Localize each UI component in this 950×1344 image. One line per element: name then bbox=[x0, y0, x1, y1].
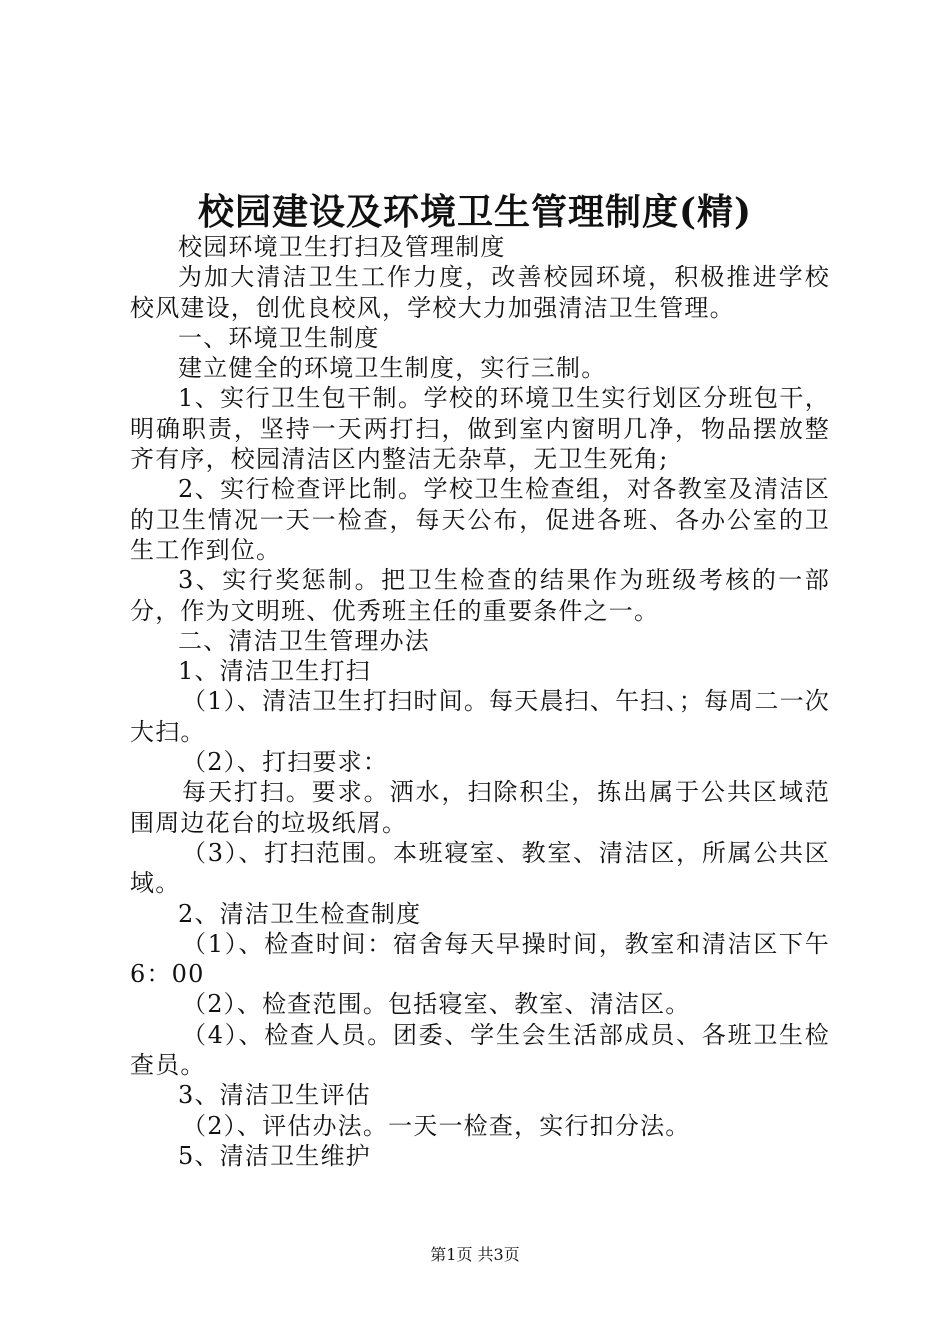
section-heading: 一、环境卫生制度 bbox=[178, 323, 380, 352]
paragraph: （2）、检查范围。包括寝室、教室、清洁区。 bbox=[182, 990, 691, 1019]
paragraph: （2）、评估办法。一天一检查，实行扣分法。 bbox=[182, 1111, 691, 1140]
paragraph: （4）、检查人员。团委、学生会生活部成员、各班卫生检查员。 bbox=[130, 1020, 830, 1080]
paragraph: （2）、打扫要求： bbox=[182, 748, 389, 777]
paragraph: （3）、打扫范围。本班寝室、教室、清洁区，所属公共区域。 bbox=[130, 838, 830, 898]
paragraph: 1、实行卫生包干制。学校的环境卫生实行划区分班包干，明确职责，坚持一天两打扫，做到室内窗明几净，物品摆放整齐有序，校园清洁区内整洁无杂草，无卫生死角; bbox=[130, 384, 830, 474]
paragraph: 为加大清洁卫生工作力度，改善校园环境，积极推进学校校风建设，创优良校风，学校大力加强清洁卫生管理。 bbox=[130, 263, 830, 322]
subsection-heading: 2、清洁卫生检查制度 bbox=[178, 899, 422, 928]
paragraph: 建立健全的环境卫生制度，实行三制。 bbox=[178, 354, 607, 383]
subsection-heading: 3、清洁卫生评估 bbox=[178, 1081, 371, 1110]
section-heading: 二、清洁卫生管理办法 bbox=[178, 626, 430, 655]
paragraph: 校园环境卫生打扫及管理制度 bbox=[178, 233, 506, 261]
page-footer: 第1页 共3页 bbox=[430, 1245, 520, 1264]
paragraph: （1）、清洁卫生打扫时间。每天晨扫、午扫、；每周二一次大扫。 bbox=[130, 687, 830, 746]
paragraph: 2、实行检查评比制。学校卫生检查组，对各教室及清洁区的卫生情况一天一检查，每天公布，促进各班、各办公室的卫生工作到位。 bbox=[130, 475, 830, 564]
document-title: 校园建设及环境卫生管理制度(精) bbox=[197, 191, 753, 233]
document-body bbox=[130, 232, 830, 1171]
paragraph: （1）、检查时间：宿舍每天早操时间，教室和清洁区下午6：00 bbox=[130, 929, 830, 989]
paragraph: 每天打扫。要求。洒水，扫除积尘，拣出属于公共区域范围周边花台的垃圾纸屑。 bbox=[130, 778, 830, 837]
subsection-heading: 1、清洁卫生打扫 bbox=[178, 657, 371, 686]
subsection-heading: 5、清洁卫生维护 bbox=[178, 1141, 371, 1170]
paragraph: 3、实行奖惩制。把卫生检查的结果作为班级考核的一部分，作为文明班、优秀班主任的重要条件之一。 bbox=[130, 566, 830, 625]
